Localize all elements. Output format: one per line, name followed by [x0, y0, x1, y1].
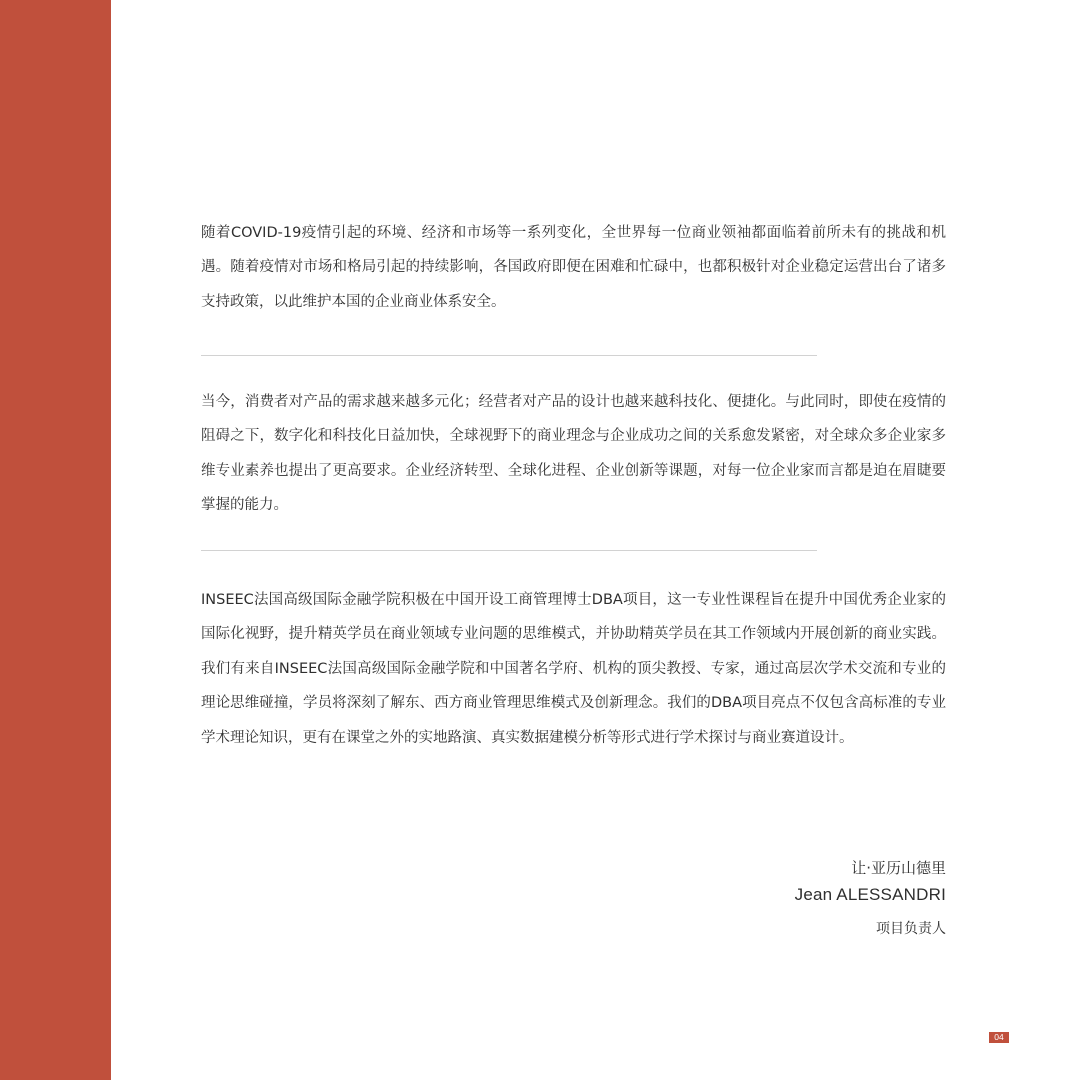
signature-role: 项目负责人 — [876, 921, 946, 937]
paragraph-market-trends: 当今，消费者对产品的需求越来越多元化；经营者对产品的设计也越来越科技化、便捷化。与此同时，即使在疫情的阻碍之下，数字化和科技化日益加快，全球视野下的商业理念与企业成功之间的关系愈发紧密，对全球众多企业家多维专业素养也提出了更高要求。企业经济转型、全球化进程、企业创新等课题，对每一位企业家而言都是迫在眉睫要掌握的能力。 — [201, 394, 946, 514]
paragraph-covid-impact: 随着COVID-19疫情引起的环境、经济和市场等一系列变化，全世界每一位商业领袖都面临着前所未有的挑战和机遇。随着疫情对市场和格局引起的持续影响，各国政府即便在困难和忙碌中，也都积极针对企业稳定运营出台了诸多支持政策，以此维护本国的企业商业体系安全。 — [201, 225, 946, 310]
accent-side-bar — [0, 0, 111, 1080]
article-body — [201, 0, 946, 1080]
paragraph-dba-program: INSEEC法国高级国际金融学院积极在中国开设工商管理博士DBA项目，这一专业性课程旨在提升中国优秀企业家的国际化视野，提升精英学员在商业领域专业问题的思维模式，并协助精英学员在其工作领域内开展创新的商业实践。我们有来自INSEEC法国高级国际金融学院和中国著名学府、机构的顶尖教授、专家，通过高层次学术交流和专业的理论思维碰撞，学员将深刻了解东、西方商业管理思维模式及创新理念。我们的DBA项目亮点不仅包含高标准的专业学术理论知识，更有在课堂之外的实地路演、真实数据建模分析等形式进行学术探讨与商业赛道设计。 — [201, 592, 946, 746]
section-divider — [201, 550, 817, 551]
page-number-badge: 04 — [989, 1032, 1009, 1043]
signature-name-chinese: 让·亚历山德里 — [851, 859, 946, 877]
signature-name-english: Jean ALESSANDRI — [794, 885, 946, 904]
section-divider — [201, 355, 817, 356]
